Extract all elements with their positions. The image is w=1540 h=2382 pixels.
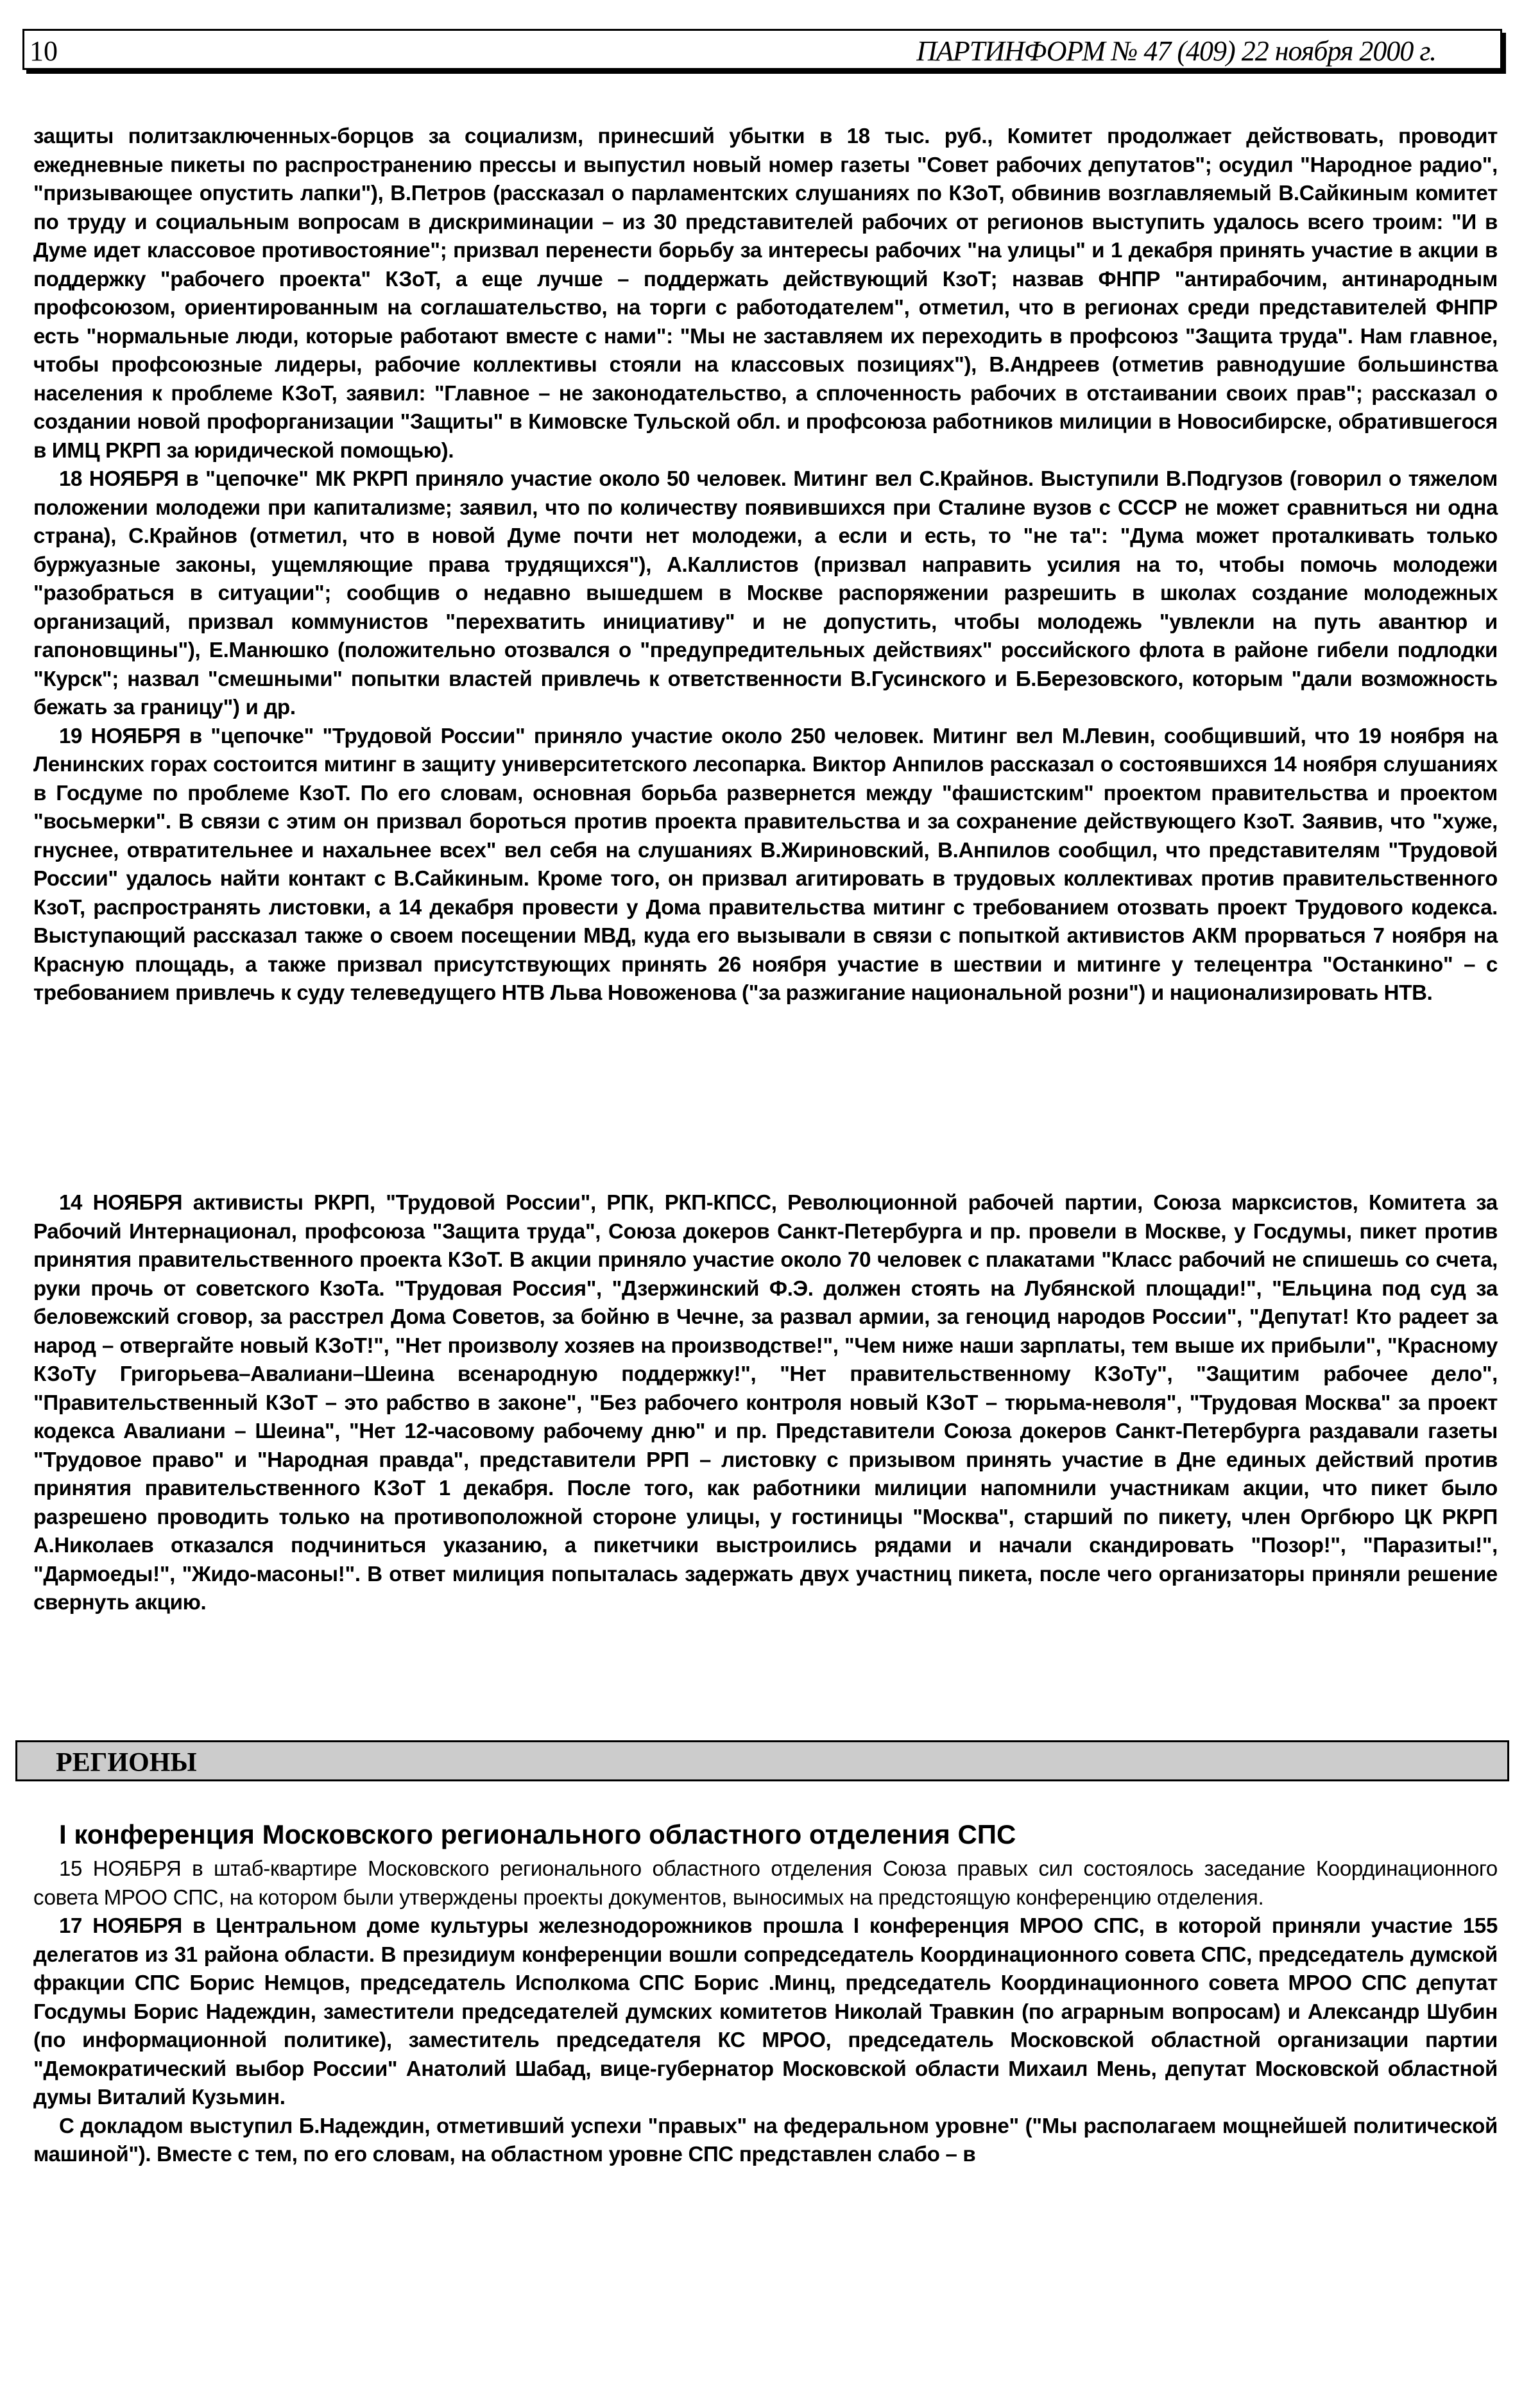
page-header	[22, 29, 1502, 70]
article-continuation	[33, 122, 1498, 1007]
paragraph: 17 НОЯБРЯ в Центральном доме культуры железнодорожников прошла I конференция МРОО СПС, в которой приняли участие 155 делегатов из 31 района области. В президиум конференции вошли сопредседатель Координационного совета СПС, председатель думской фракции СПС Борис Немцов, председатель Исполкома СПС Борис .Минц, председатель Координационного совета МРОО СПС депутат Госдумы Борис Надеждин, заместители председателей думских комитетов Николай Травкин (по аграрным вопросам) и Александр Шубин (по информационной политике), заместитель председателя КС МРОО, председатель Московской областной организации партии "Демократический выбор России" Анатолий Шабад, вице-губернатор Московской области Михаил Мень, депутат Московской областной думы Виталий Кузьмин.	[33, 1914, 1498, 2109]
paragraph: С докладом выступил Б.Надеждин, отметивший успехи "правых" на федеральном уровне" ("Мы располагаем мощнейшей политической машиной"). Вместе с тем, по его словам, на областном уровне СПС представлен слабо – в	[33, 2113, 1498, 2166]
paragraph: 19 НОЯБРЯ в "цепочке" "Трудовой России" приняло участие около 250 человек. Митинг вел М.Левин, сообщивший, что 19 ноября на Ленинских горах состоится митинг в защиту университетского лесопарка. Виктор Анпилов рассказал о состоявшихся 14 ноября слушаниях в Госдуме по проблеме КзоТ. По его словам, основная борьба развернется между "фашистским" проектом правительства и проектом "восьмерки". В связи с этим он призвал бороться против проекта правительства и за сохранение действующего КзоТ. Заявив, что "хуже, гнуснее, отвратительнее и нахальнее всех" вел себя на слушаниях В.Жириновский, В.Анпилов сообщил, что представителям "Трудовой России" удалось найти контакт с В.Сайкиным. Кроме того, он призвал агитировать в трудовых коллективах против правительственного КзоТ, распространять листовки, а 14 декабря провести у Дома правительства митинг с требованием отозвать проект Трудового кодекса. Выступающий рассказал также о своем посещении МВД, куда его вызывали в связи с попыткой активистов АКМ прорваться 7 ноября на Красную площадь, а также призвал присутствующих принять 26 ноября участие в шествии и митинге у телецентра "Останкино" – с требованием привлечь к суду телеведущего НТВ Льва Новоженова ("за разжигание национальной розни") и национализировать НТВ.	[33, 723, 1498, 1004]
publication-title: ПАРТИНФОРМ № 47 (409) 22 ноября 2000 г.	[916, 35, 1436, 67]
paragraph: 18 НОЯБРЯ в "цепочке" МК РКРП приняло участие около 50 человек. Митинг вел С.Крайнов. Выступили В.Подгузов (говорил о тяжелом положении молодежи при капитализме; заявил, что по количеству появившихся при Сталине вузов с СССР не может сравниться ни одна страна), С.Крайнов (отметил, что в новой Думе почти нет молодежи, а если и есть, то "не та": "Дума может проталкивать только буржуазные законы, ущемляющие права трудящихся"), А.Каллистов (призвал направить усилия на то, чтобы помочь молодежи "разобраться в ситуации"; сообщив о недавно вышедшем в Москве распоряжении разрешить в школах создание молодежных организаций, призвал коммунистов "перехватить инициативу" и не допустить, чтобы молодежь "увлекли на путь авантюр и гапоновщины"), Е.Манюшко (положительно отозвался о "предупредительных действиях" российского флота в районе гибели подлодки "Курск"; назвал "смешными" попытки властей привлечь к ответственности В.Гусинского и Б.Березовского, которым "дали возможность бежать за границу") и др.	[33, 467, 1498, 719]
section-title: РЕГИОНЫ	[56, 1748, 197, 1778]
section-header-regions	[15, 1740, 1509, 1781]
paragraph: 15 НОЯБРЯ в штаб-квартире Московского регионального областного отделения Союза правых сил состоялось заседание Координационного совета МРОО СПС, на котором были утверждены проекты документов, выносимых на предстоящую конференцию отделения.	[33, 1856, 1498, 1909]
article-sps-conference	[33, 1817, 1498, 2169]
paragraph: 14 НОЯБРЯ активисты РКРП, "Трудовой России", РПК, РКП-КПСС, Революционной рабочей партии, Союза марксистов, Комитета за Рабочий Интернационал, профсоюза "Защита труда", Союза докеров Санкт-Петербурга и пр. провели в Москве, у Госдумы, пикет против принятия правительственного проекта КЗоТ. В акции приняло участие около 70 человек с плакатами "Класс рабочий не спишешь со счета, руки прочь от советского КзоТа. "Трудовая Россия", "Дзержинский Ф.Э. должен стоять на Лубянской площади!", "Ельцина под суд за беловежский сговор, за расстрел Дома Советов, за бойню в Чечне, за развал армии, за геноцид народов России", "Депутат! Кто радеет за народ – отвергайте новый КЗоТ!", "Нет произволу хозяев на производстве!", "Чем ниже наши зарплаты, тем выше их прибыли", "Красному КЗоТу Григорьева–Авалиани–Шеина всенародную поддержку!", "Нет правительственному КЗоТу", "Защитим рабочее дело", "Правительственный КЗоТ – это рабство в законе", "Без рабочего контроля новый КЗоТ – тюрьма-неволя", "Трудовая Москва" за проект кодекса Авалиани – Шеина", "Нет 12-часовому рабочему дню" и пр. Представители Союза докеров Санкт-Петербурга раздавали газеты "Трудовое право" и "Народная правда", представители РРП – листовку с призывом принять участие в Дне единых действий против принятия правительственного КЗоТ 1 декабря. После того, как работники милиции напомнили участникам акции, что пикет было разрешено проводить только на противоположной стороне улицы, у гостиницы "Москва", старший по пикету, член Оргбюро ЦК РКРП А.Николаев отказался подчиниться указанию, а пикетчики выстроились рядами и начали скандировать "Позор!", "Паразиты!", "Дармоеды!", "Жидо-масоны!". В ответ милиция попыталась задержать двух участниц пикета, после чего организаторы приняли решение свернуть акцию.	[33, 1190, 1498, 1614]
paragraph: защиты политзаключенных-борцов за социализм, принесший убытки в 18 тыс. руб., Комитет продолжает действовать, проводит ежедневные пикеты по распространению прессы и выпустил новый номер газеты "Совет рабочих депутатов"; осудил "Народное радио", "призывающее опустить лапки"), В.Петров (рассказал о парламентских слушаниях по КЗоТ, обвинив возглавляемый В.Сайкиным комитет по труду и социальным вопросам в дискриминации – из 30 представителей рабочих от регионов выступить удалось всего троим: "И в Думе идет классовое противостояние"; призвал перенести борьбу за интересы рабочих "на улицы" и 1 декабря принять участие в акции в поддержку "рабочего проекта" КЗоТ, а еще лучше – поддержать действующий КзоТ; назвав ФНПР "антирабочим, антинародным профсоюзом, ориентированным на соглашательство, на торги с работодателем", отметил, что в регионах среди представителей ФНПР есть "нормальные люди, которые работают вместе с нами": "Мы не заставляем их переходить в профсоюз "Защита труда". Нам главное, чтобы профсоюзные лидеры, рабочие коллективы стояли на классовых позициях"), В.Андреев (отметив равнодушие большинства населения к проблеме КЗоТ, заявил: "Главное – не законодательство, а сплоченность рабочих в отстаивании своих прав"; рассказал о создании новой профорганизации "Защиты" в Кимовске Тульской обл. и профсоюза работников милиции в Новосибирске, обратившегося в ИМЦ РКРП за юридической помощью).	[33, 124, 1498, 462]
page-number: 10	[30, 35, 58, 67]
article-picket	[33, 1188, 1498, 1617]
article-heading: I конференция Московского регионального областного отделения СПС	[59, 1819, 1016, 1849]
